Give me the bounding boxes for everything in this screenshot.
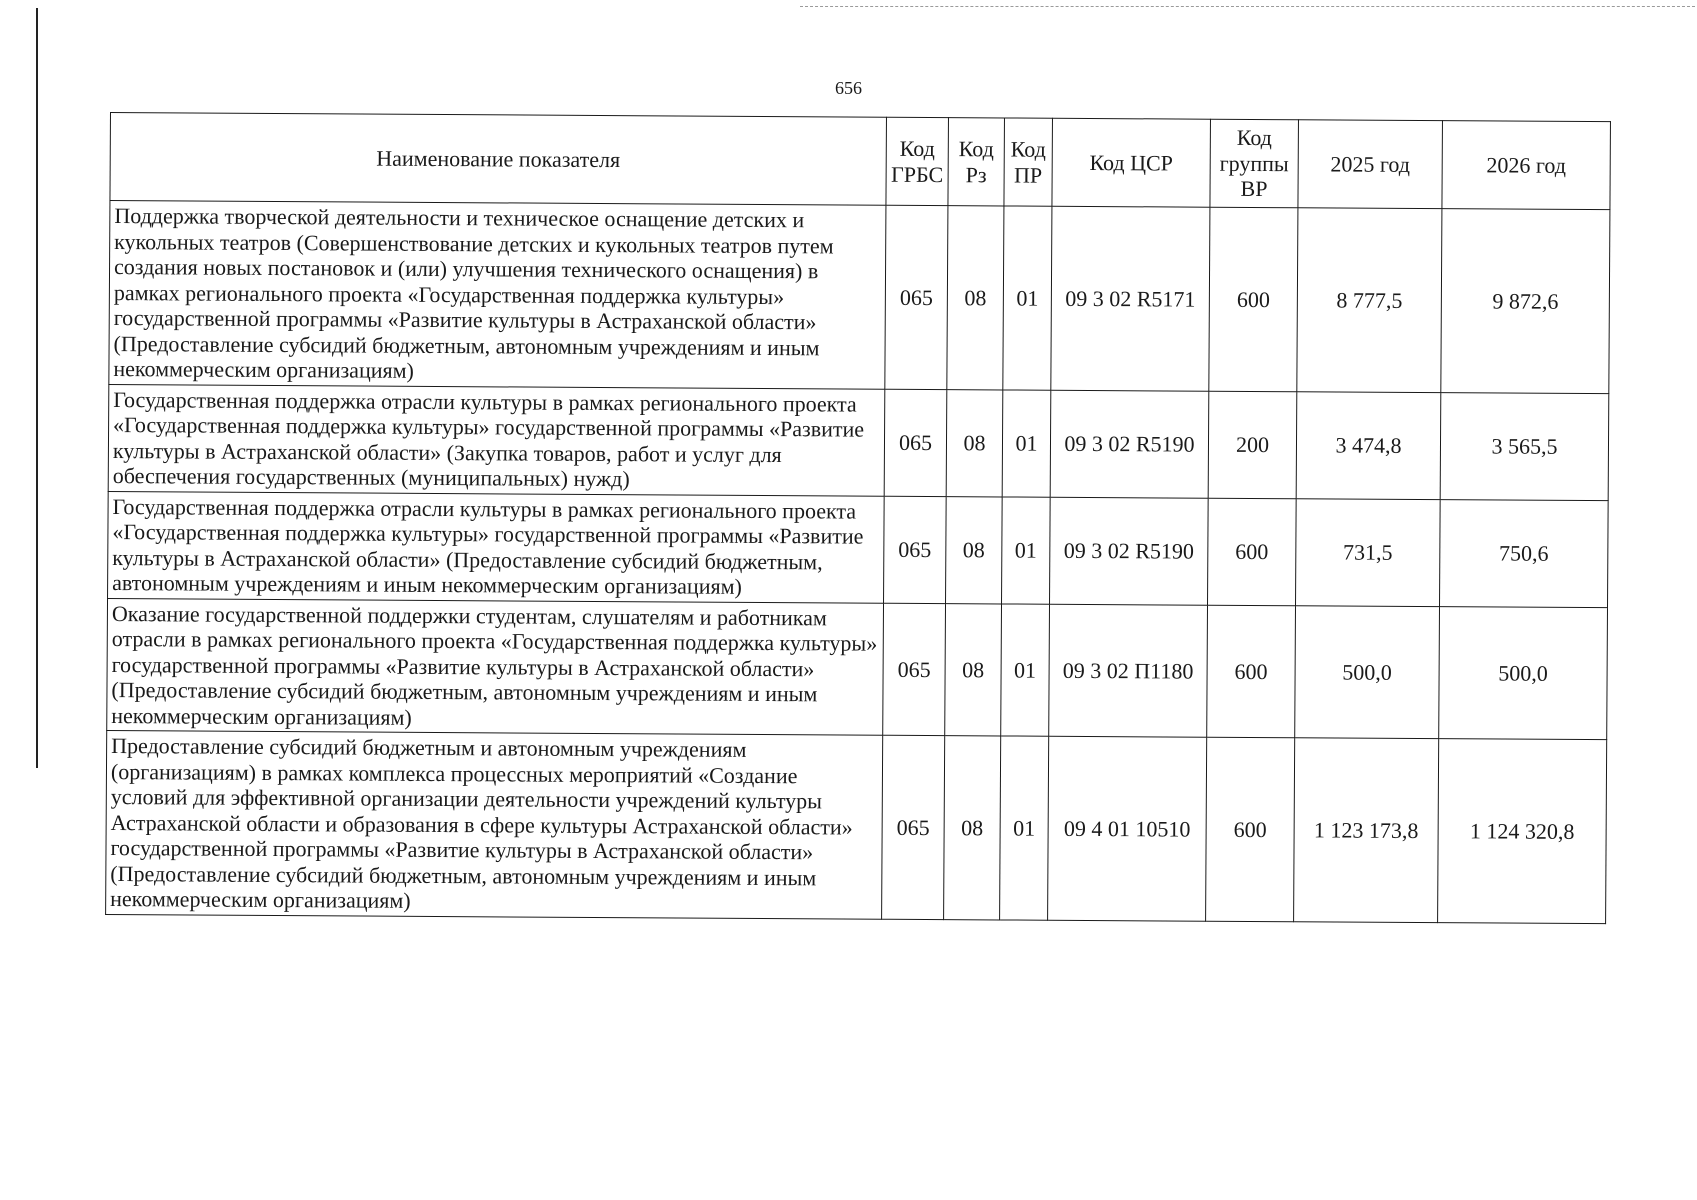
header-vr: Код группы ВР	[1210, 119, 1299, 208]
header-grbs: Код ГРБС	[886, 117, 949, 205]
cell-pr: 01	[1000, 736, 1049, 920]
cell-rz: 08	[947, 206, 1004, 390]
cell-vr: 600	[1208, 498, 1297, 606]
budget-table	[105, 112, 1611, 924]
cell-vr: 600	[1209, 207, 1298, 391]
cell-2025: 3 474,8	[1296, 391, 1441, 499]
cell-pr: 01	[1002, 390, 1051, 497]
cell-2026: 750,6	[1440, 499, 1609, 607]
cell-csr: 09 3 02 R5171	[1051, 206, 1210, 391]
cell-csr: 09 3 02 П1180	[1049, 604, 1208, 738]
cell-pr: 01	[1003, 206, 1052, 390]
cell-pr: 01	[1001, 604, 1050, 737]
table-row	[108, 491, 1609, 607]
cell-2025: 8 777,5	[1297, 208, 1442, 392]
cell-2025: 1 123 173,8	[1294, 738, 1439, 922]
cell-2025: 731,5	[1296, 498, 1441, 606]
cell-name: Поддержка творческой деятельности и техническое оснащение детских и кукольных театров (Совершенствование детских и кукольных театров путем создания новых постановок и (или) улучшения технического оснащения) в рамках регионального проекта «Государственная поддержка культуры» государственной программы «Развитие культуры в Астраханской области» (Предоставление субсидий бюджетным, автономным учреждениям и иным некоммерческим организациям)	[109, 201, 886, 389]
cell-name: Государственная поддержка отрасли культуры в рамках регионального проекта «Государственная поддержка культуры» государственной программы «Развитие культуры в Астраханской области» (Закупка товаров, работ и услуг для обеспечения государственных (муниципальных) нужд)	[108, 384, 885, 496]
cell-grbs: 065	[884, 389, 947, 496]
header-csr: Код ЦСР	[1052, 118, 1211, 207]
header-name: Наименование показателя	[110, 113, 887, 206]
cell-grbs: 065	[883, 603, 946, 736]
header-2025: 2025 год	[1298, 120, 1443, 209]
cell-rz: 08	[946, 496, 1003, 603]
cell-name: Государственная поддержка отрасли культуры в рамках регионального проекта «Государственная поддержка культуры» государственной программы «Развитие культуры в Астраханской области» (Предоставление субсидий бюджетным, автономным учреждениям и иным некоммерческим организациям)	[108, 491, 885, 603]
cell-csr: 09 4 01 10510	[1048, 737, 1207, 922]
cell-rz: 08	[946, 389, 1003, 496]
cell-name: Оказание государственной поддержки студентам, слушателям и работникам отрасли в рамках регионального проекта «Государственная поддержка культуры» государственной программы «Развитие культуры в Астраханской области» (Предоставление субсидий бюджетным, автономным учреждениям и иным некоммерческим организациям)	[107, 598, 884, 735]
cell-2026: 9 872,6	[1441, 209, 1610, 394]
cell-csr: 09 3 02 R5190	[1050, 497, 1209, 605]
scan-top-edge-line	[800, 6, 1695, 7]
header-2026: 2026 год	[1442, 121, 1611, 210]
cell-2026: 1 124 320,8	[1438, 739, 1607, 924]
cell-vr: 200	[1208, 391, 1297, 499]
table-header-row	[110, 113, 1611, 210]
cell-rz: 08	[945, 603, 1002, 736]
scan-left-edge-line	[36, 8, 38, 768]
page-number: 656	[835, 78, 862, 98]
header-pr: Код ПР	[1004, 118, 1053, 206]
cell-2025: 500,0	[1295, 605, 1440, 738]
cell-grbs: 065	[882, 736, 945, 920]
cell-vr: 600	[1207, 605, 1296, 738]
cell-name: Предоставление субсидий бюджетным и автономным учреждениям (организациям) в рамках комплекса процессных мероприятий «Создание условий для эффективной организации деятельности учреждений культуры Астраханской области и образования в сфере культуры Астраханской области» государственной программы «Развитие культуры в Астраханской области» (Предоставление субсидий бюджетным, автономным учреждениям и иным некоммерческим организациям)	[106, 731, 883, 919]
header-rz: Код Рз	[948, 118, 1005, 206]
cell-2026: 3 565,5	[1440, 392, 1609, 500]
cell-2026: 500,0	[1439, 606, 1608, 740]
table-row	[108, 384, 1609, 500]
table-row	[106, 731, 1607, 924]
cell-rz: 08	[944, 736, 1001, 920]
cell-csr: 09 3 02 R5190	[1050, 390, 1209, 498]
cell-vr: 600	[1206, 738, 1295, 922]
table-row	[107, 598, 1608, 740]
cell-grbs: 065	[884, 496, 947, 603]
cell-pr: 01	[1002, 497, 1051, 604]
cell-grbs: 065	[885, 205, 948, 389]
table-row	[109, 201, 1610, 394]
